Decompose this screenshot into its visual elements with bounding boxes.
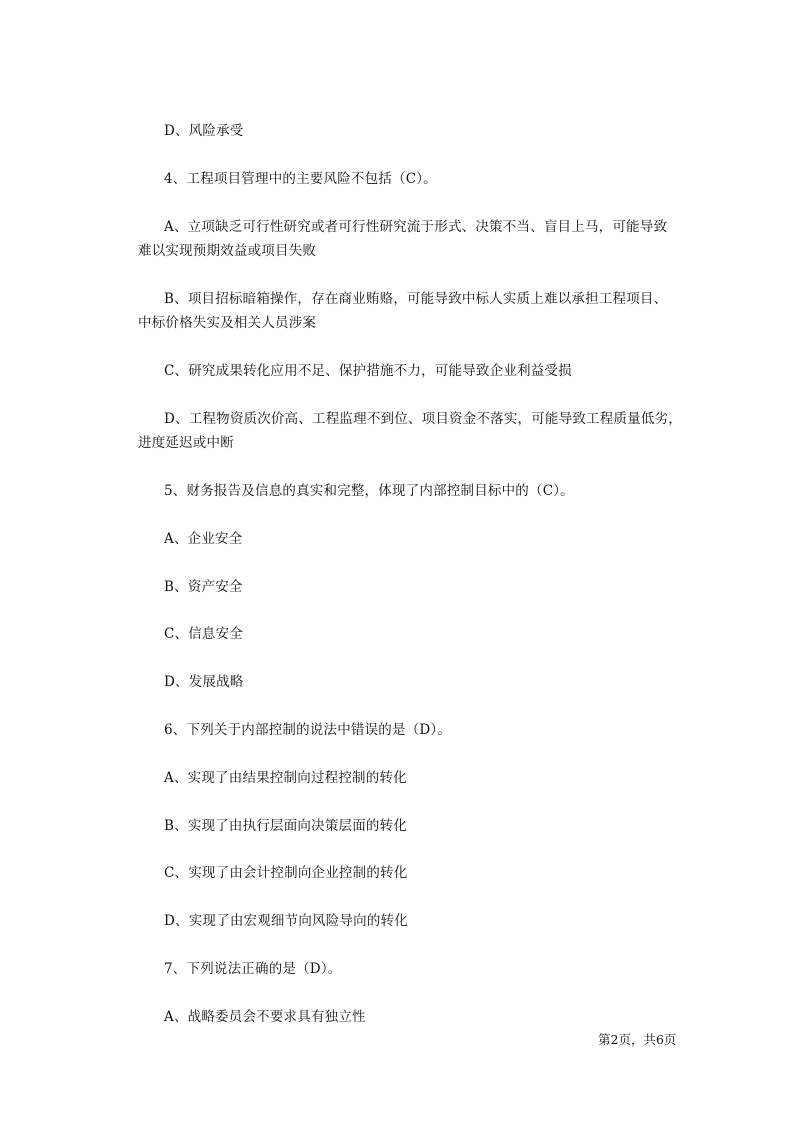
question-6-option-b: B、实现了由执行层面向决策层面的转化 bbox=[164, 818, 408, 834]
page-number-footer: 第2页，共6页 bbox=[598, 1032, 677, 1047]
question-6-option-c: C、实现了由会计控制向企业控制的转化 bbox=[164, 865, 408, 881]
question-4-option-a-line-2: 难以实现预期效益或项目失败 bbox=[138, 243, 317, 259]
question-4-option-d-line-2: 进度延迟或中断 bbox=[138, 435, 234, 451]
question-4-option-d bbox=[138, 407, 682, 455]
question-5: 5、财务报告及信息的真实和完整，体现了内部控制目标中的（C）。 bbox=[164, 483, 574, 499]
question-6-option-a: A、实现了由结果控制向过程控制的转化 bbox=[164, 770, 407, 786]
question-4-option-a-line-1: A、立项缺乏可行性研究或者可行性研究流于形式、决策不当、盲目上马，可能导致 bbox=[164, 219, 668, 235]
question-4-option-b bbox=[138, 287, 666, 335]
option-d-risk-acceptance: D、风险承受 bbox=[164, 123, 244, 139]
question-4-option-b-line-1: B、项目招标暗箱操作，存在商业贿赂，可能导致中标人实质上难以承担工程项目、 bbox=[164, 291, 668, 307]
question-5-option-c: C、信息安全 bbox=[164, 626, 244, 642]
question-4-option-d-line-1: D、工程物资质次价高、工程监理不到位、项目资金不落实，可能导致工程质量低劣， bbox=[164, 411, 682, 427]
question-6: 6、下列关于内部控制的说法中错误的是（D）。 bbox=[164, 722, 452, 738]
question-7-option-a: A、战略委员会不要求具有独立性 bbox=[164, 1009, 366, 1025]
question-5-option-b: B、资产安全 bbox=[164, 579, 243, 595]
question-5-option-d: D、发展战略 bbox=[164, 674, 244, 690]
question-5-option-a: A、企业安全 bbox=[164, 531, 243, 547]
question-4-option-b-line-2: 中标价格失实及相关人员涉案 bbox=[138, 315, 317, 331]
question-7: 7、下列说法正确的是（D）。 bbox=[164, 961, 342, 977]
question-4-option-c: C、研究成果转化应用不足、保护措施不力，可能导致企业利益受损 bbox=[164, 363, 572, 379]
question-6-option-d: D、实现了由宏观细节向风险导向的转化 bbox=[164, 913, 408, 929]
question-4: 4、工程项目管理中的主要风险不包括（C）。 bbox=[164, 171, 437, 187]
question-4-option-a bbox=[138, 215, 666, 263]
